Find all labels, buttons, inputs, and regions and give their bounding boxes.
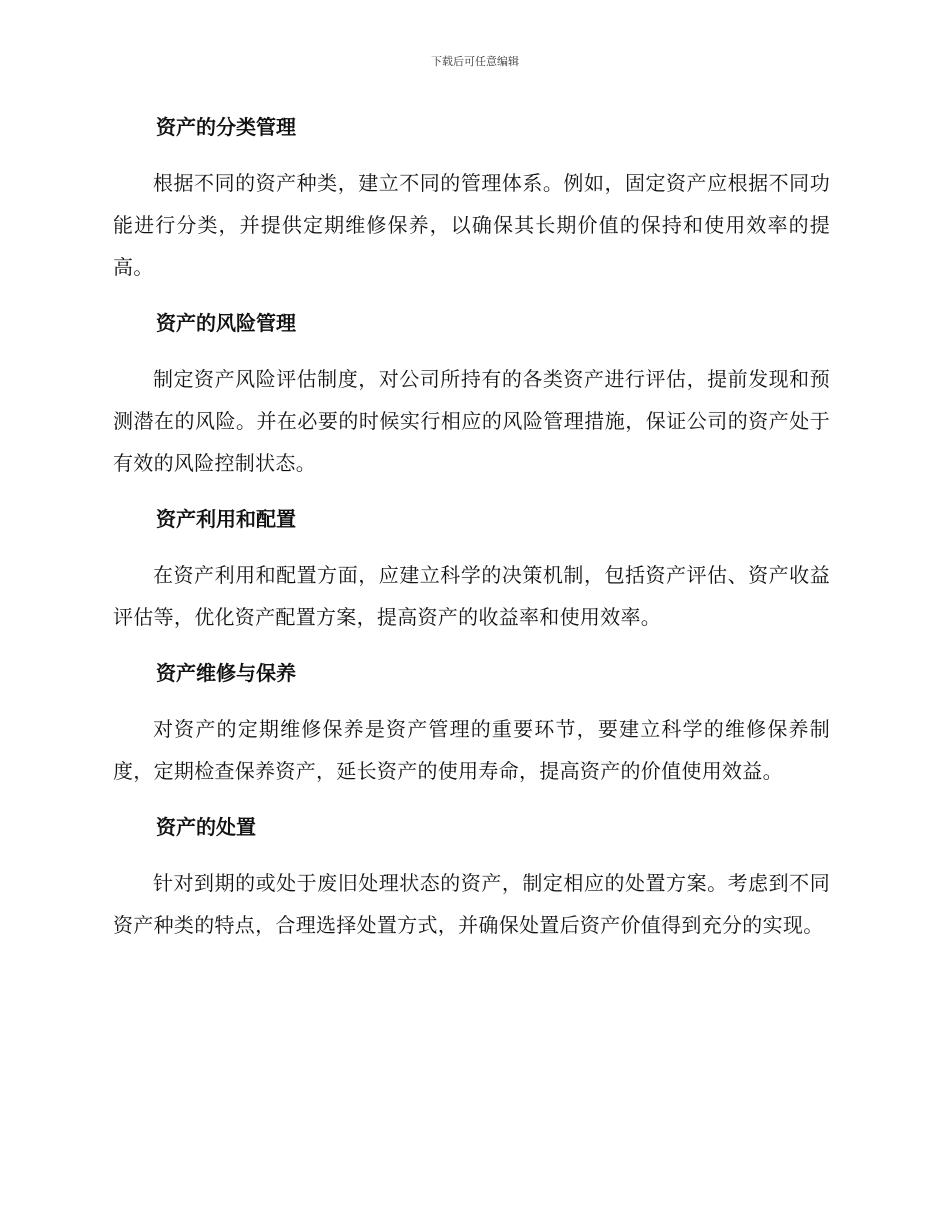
section-paragraph: 针对到期的或处于废旧处理状态的资产，制定相应的处置方案。考虑到不同资产种类的特点，合理选择处置方式，并确保处置后资产价值得到充分的实现。: [113, 871, 830, 937]
section-paragraph: 对资产的定期维修保养是资产管理的重要环节，要建立科学的维修保养制度，定期检查保养资产，延长资产的使用寿命，提高资产的价值使用效益。: [113, 717, 830, 783]
section-heading: 资产的分类管理: [156, 115, 296, 139]
section-utilization: [113, 501, 830, 638]
section-paragraph: 在资产利用和配置方面，应建立科学的决策机制，包括资产评估、资产收益评估等，优化资产配置方案，提高资产的收益率和使用效率。: [113, 563, 830, 629]
section-heading: 资产的处置: [156, 815, 256, 839]
section-risk: [113, 305, 830, 484]
section-classification: [113, 109, 830, 288]
section-heading: 资产的风险管理: [156, 311, 296, 335]
section-disposal: [113, 809, 830, 946]
document-body: [113, 109, 830, 963]
section-paragraph: 制定资产风险评估制度，对公司所持有的各类资产进行评估，提前发现和预测潜在的风险。并在必要的时候实行相应的风险管理措施，保证公司的资产处于有效的风险控制状态。: [113, 367, 830, 475]
section-heading: 资产利用和配置: [156, 507, 296, 531]
section-maintenance: [113, 655, 830, 792]
page-header: 下载后可任意编辑: [431, 55, 519, 68]
section-paragraph: 根据不同的资产种类，建立不同的管理体系。例如，固定资产应根据不同功能进行分类，并提供定期维修保养，以确保其长期价值的保持和使用效率的提高。: [113, 171, 830, 279]
section-heading: 资产维修与保养: [156, 661, 296, 685]
